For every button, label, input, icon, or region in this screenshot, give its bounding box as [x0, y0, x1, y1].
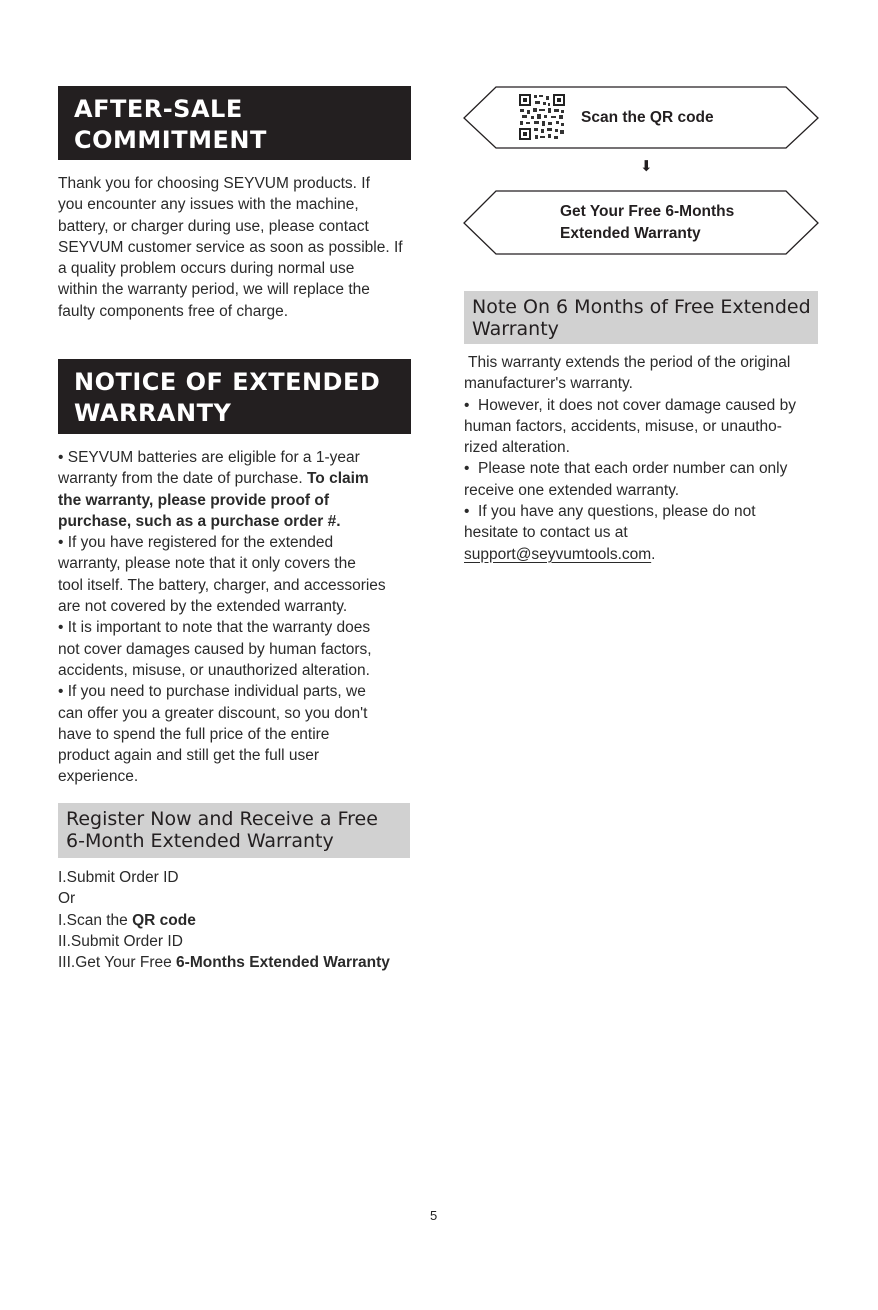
after-sale-heading-line1: AFTER-SALE [74, 95, 243, 123]
notice-claim-emphasis: To claim [306, 470, 369, 488]
notice-bullet-2: • If you have registered for the extended [58, 534, 334, 552]
notice-claim-emphasis: purchase, such as a purchase order #. [58, 512, 341, 530]
after-sale-line: faulty components free of charge. [58, 302, 289, 320]
notice-heading-line1: NOTICE OF EXTENDED [74, 368, 381, 396]
notice-body [58, 447, 418, 788]
notice-bullet-2: are not covered by the extended warranty. [58, 598, 348, 616]
after-sale-line: Thank you for choosing SEYVUM products. If [58, 175, 370, 192]
note-bullet-1: rized alteration. [464, 439, 570, 457]
after-sale-heading [58, 86, 411, 160]
notice-bullet-3: • It is important to note that the warranty does [58, 619, 371, 637]
register-or: Or [58, 890, 76, 908]
qr-flow-label: Scan the QR code [581, 109, 714, 126]
note-bullet-3: • If you have any questions, please do not [464, 503, 756, 521]
notice-bullet-4: • If you need to purchase individual parts, we [58, 683, 366, 701]
note-bullet-2: • Please note that each order number can only [464, 460, 788, 478]
warranty-flow-label [560, 201, 734, 245]
notice-bullet-4: have to spend the full price of the entire [58, 725, 330, 743]
register-step [58, 910, 418, 931]
notice-bullet-1-line2 [58, 468, 418, 489]
register-heading-line2: 6-Month Extended Warranty [66, 830, 334, 852]
notice-heading-line2: WARRANTY [74, 399, 232, 427]
note-heading-line1: Note On 6 Months of Free Extended [472, 296, 811, 318]
notice-heading [58, 359, 411, 434]
register-step: I.Submit Order ID [58, 869, 179, 886]
after-sale-line: within the warranty period, we will replace the [58, 281, 370, 299]
after-sale-line: battery, or charger during use, please contact [58, 217, 369, 235]
register-step-text: III.Get Your Free [58, 954, 177, 972]
note-body [464, 352, 834, 565]
note-paragraph-1: This warranty extends the period of the original [464, 354, 791, 371]
notice-bullet-1: • SEYVUM batteries are eligible for a 1-year [58, 449, 360, 466]
note-contact-line [464, 544, 834, 565]
notice-claim-emphasis: the warranty, please provide proof of [58, 491, 330, 509]
notice-bullet-4: experience. [58, 768, 139, 786]
qr-code-icon [518, 93, 566, 141]
note-bullet-1: human factors, accidents, misuse, or unautho- [464, 417, 782, 435]
contact-period: . [651, 545, 656, 563]
note-bullet-2: receive one extended warranty. [464, 481, 680, 499]
after-sale-line: SEYVUM customer service as soon as possible. If [58, 238, 403, 256]
register-heading-line1: Register Now and Receive a Free [66, 808, 378, 830]
note-bullet-1: • However, it does not cover damage caused by [464, 396, 796, 414]
warranty-flow-line1: Get Your Free 6-Months [560, 203, 735, 220]
note-heading-line2: Warranty [472, 318, 559, 340]
notice-bullet-4: product again and still get the full user [58, 747, 320, 765]
warranty-flow-box [462, 190, 820, 256]
support-email-link[interactable]: support@seyvumtools.com [464, 545, 652, 563]
notice-bullet-3: not cover damages caused by human factors, [58, 640, 372, 658]
register-step-emphasis: 6-Months Extended Warranty [176, 954, 390, 972]
after-sale-heading-line2: COMMITMENT [74, 126, 267, 154]
register-step [58, 952, 418, 973]
register-step-text: I.Scan the [58, 911, 133, 929]
notice-bullet-3: accidents, misuse, or unauthorized alteration. [58, 661, 370, 679]
after-sale-body [58, 173, 418, 322]
register-heading [58, 803, 410, 858]
notice-bullet-4: can offer you a greater discount, so you don't [58, 704, 368, 722]
warranty-flow-line2: Extended Warranty [560, 225, 701, 242]
arrow-down-icon: ⬇ [640, 158, 653, 175]
notice-bullet-1-text: warranty from the date of purchase. [58, 470, 307, 488]
note-paragraph-1: manufacturer's warranty. [464, 375, 633, 393]
register-steps [58, 867, 418, 973]
page-number: 5 [430, 1208, 438, 1223]
after-sale-line: you encounter any issues with the machine, [58, 196, 359, 214]
register-step-emphasis: QR code [132, 911, 196, 929]
after-sale-line: a quality problem occurs during normal use [58, 260, 355, 278]
notice-bullet-2: warranty, please note that it only covers the [58, 555, 356, 573]
note-heading [464, 291, 818, 344]
note-bullet-3: hesitate to contact us at [464, 524, 628, 542]
register-step: II.Submit Order ID [58, 932, 183, 950]
qr-flow-box [462, 86, 820, 150]
notice-bullet-2: tool itself. The battery, charger, and accessories [58, 576, 386, 594]
